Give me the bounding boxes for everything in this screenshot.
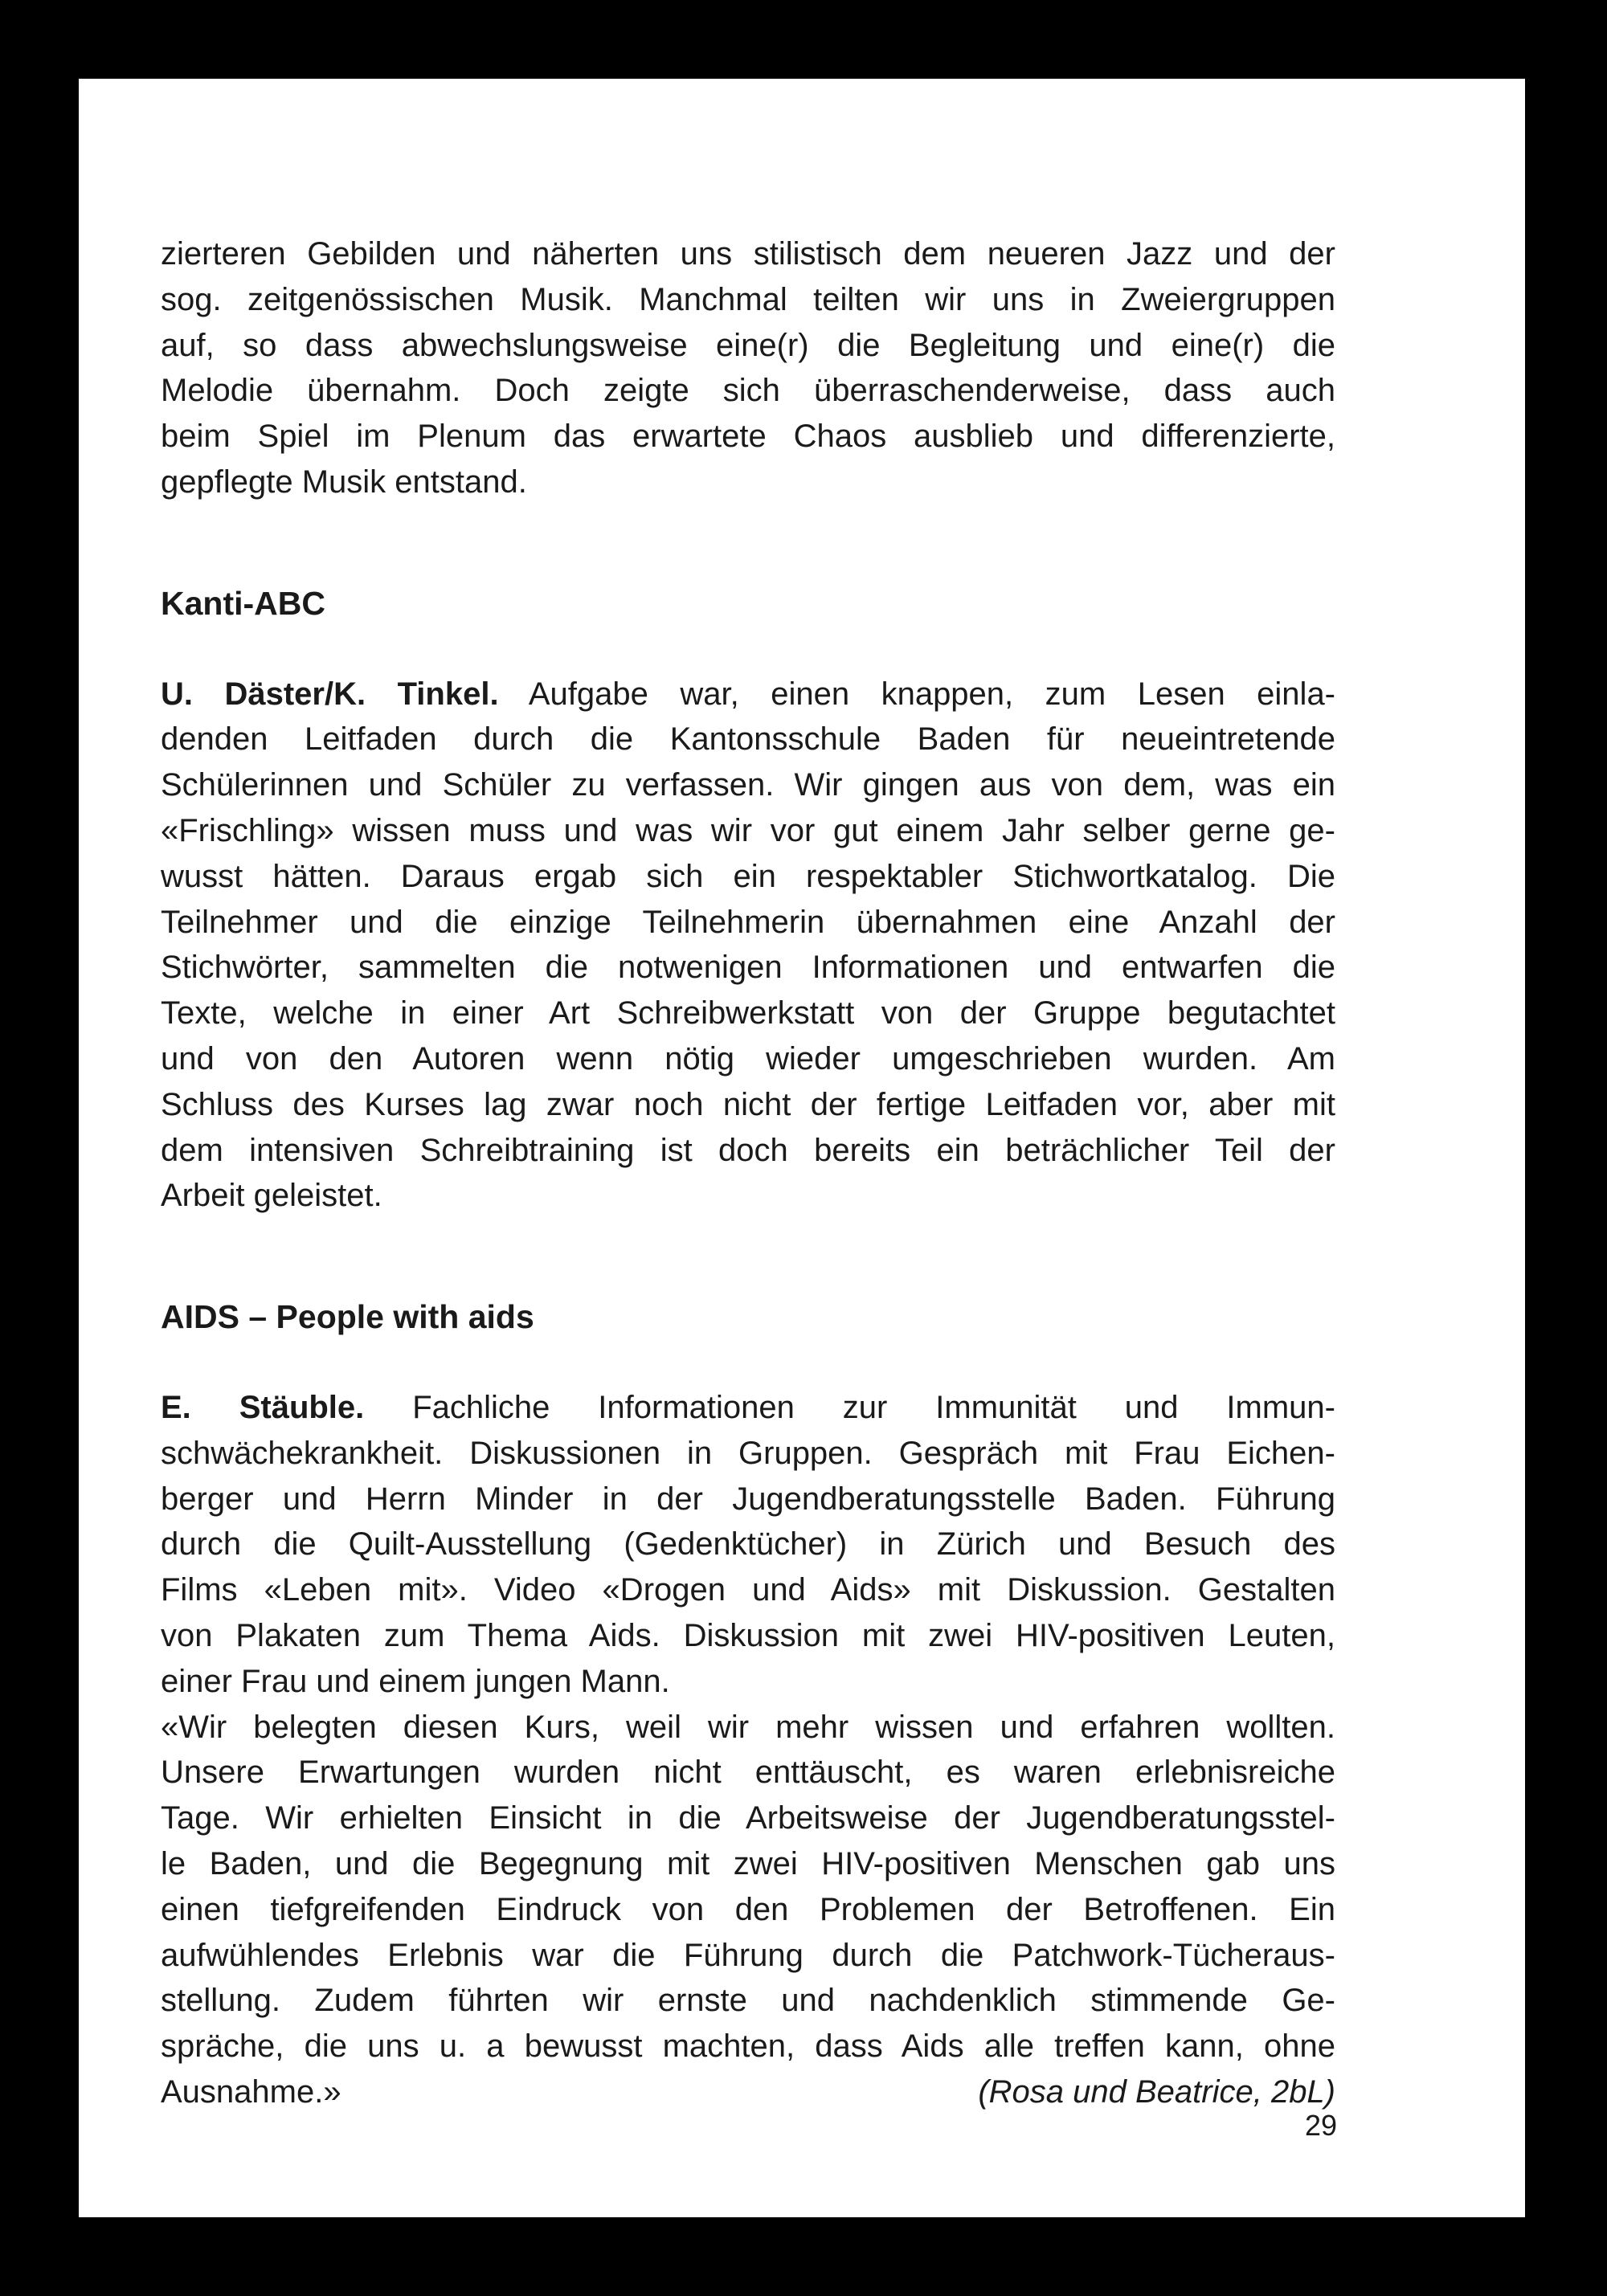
text-line: Melodie übernahm. Doch zeigte sich überraschenderweise, dass auch [161, 373, 1335, 409]
quote-line: Tage. Wir erhielten Einsicht in die Arbeitsweise der Jugendberatungsstel- [161, 1800, 1335, 1836]
quote-line: «Wir belegten diesen Kurs, weil wir mehr wissen und erfahren wollten. [161, 1709, 1335, 1745]
text-line: Stichwörter, sammelten die notwenigen Informationen und entwarfen die [161, 950, 1335, 986]
text-line: Schluss des Kurses lag zwar noch nicht der fertige Leitfaden vor, aber mit [161, 1086, 1335, 1122]
text-line: zierteren Gebilden und näherten uns stilistisch dem neueren Jazz und der [161, 236, 1335, 272]
document-page [79, 79, 1525, 2217]
text-line: einer Frau und einem jungen Mann. [161, 1663, 670, 1699]
section-heading-kanti-abc: Kanti-ABC [161, 584, 325, 622]
section-heading-aids: AIDS – People with aids [161, 1298, 534, 1336]
text-line: Teilnehmer und die einzige Teilnehmerin übernahmen eine Anzahl der [161, 904, 1335, 940]
text-line: denden Leitfaden durch die Kantonsschule Baden für neueintretende [161, 721, 1335, 758]
quote-line: stellung. Zudem führten wir ernste und nachdenklich stimmende Ge- [161, 1983, 1335, 2019]
text-line: dem intensiven Schreibtraining ist doch bereits ein beträchlicher Teil der [161, 1132, 1335, 1168]
text-line: «Frischling» wissen muss und was wir vor gut einem Jahr selber gerne ge- [161, 812, 1335, 848]
quote-signature: (Rosa und Beatrice, 2bL) [978, 2073, 1335, 2110]
text-line: auf, so dass abwechslungsweise eine(r) die Begleitung und eine(r) die [161, 327, 1335, 363]
quote-line: le Baden, und die Begegnung mit zwei HIV-positiven Menschen gab uns [161, 1845, 1335, 1881]
text-line: von Plakaten zum Thema Aids. Diskussion mit zwei HIV-positiven Leuten, [161, 1617, 1335, 1653]
text-line: sog. zeitgenössischen Musik. Manchmal teilten wir uns in Zweiergruppen [161, 281, 1335, 317]
text-line: wusst hätten. Daraus ergab sich ein respektabler Stichwortkatalog. Die [161, 858, 1335, 894]
text-line: Texte, welche in einer Art Schreibwerkstatt von der Gruppe begutachtet [161, 995, 1335, 1032]
text-line: gepflegte Musik entstand. [161, 464, 527, 500]
quote-end: Ausnahme.» [161, 2073, 341, 2110]
quote-line: einen tiefgreifenden Eindruck von den Problemen der Betroffenen. Ein [161, 1891, 1335, 1927]
text-line: beim Spiel im Plenum das erwartete Chaos ausblieb und differenzierte, [161, 419, 1335, 455]
text-line: schwächekrankheit. Diskussionen in Gruppen. Gespräch mit Frau Eichen- [161, 1435, 1335, 1471]
text-line: berger und Herrn Minder in der Jugendberatungsstelle Baden. Führung [161, 1481, 1335, 1517]
student-quote [161, 1705, 1335, 2115]
text-line: E. Stäuble. Fachliche Informationen zur Immunität und Immun- [161, 1389, 1335, 1425]
page-content [161, 231, 1335, 2115]
text-line: durch die Quilt-Ausstellung (Gedenktücher) in Zürich und Besuch des [161, 1526, 1335, 1563]
quote-line: spräche, die uns u. a bewusst machten, dass Aids alle treffen kann, ohne [161, 2028, 1335, 2065]
aids-paragraph [161, 1385, 1335, 1705]
text-line: Schülerinnen und Schüler zu verfassen. Wir gingen aus von dem, was ein [161, 767, 1335, 803]
text-line: U. Däster/K. Tinkel. Aufgabe war, einen knappen, zum Lesen einla- [161, 676, 1336, 712]
quote-line: aufwühlendes Erlebnis war die Führung durch die Patchwork-Tücheraus- [161, 1937, 1335, 1973]
intro-paragraph [161, 231, 1335, 505]
quote-line: Unsere Erwartungen wurden nicht enttäuscht, es waren erlebnisreiche [161, 1755, 1335, 1791]
author-name: U. Däster/K. Tinkel. [161, 676, 499, 712]
author-name: E. Stäuble. [161, 1389, 365, 1425]
text-line: Arbeit geleistet. [161, 1178, 382, 1214]
page-number: 29 [1304, 2109, 1337, 2142]
quote-closing-line [161, 2069, 1335, 2115]
text-line: Films «Leben mit». Video «Drogen und Aids» mit Diskussion. Gestalten [161, 1572, 1335, 1608]
text-line: und von den Autoren wenn nötig wieder umgeschrieben wurden. Am [161, 1040, 1335, 1077]
kanti-abc-paragraph [161, 672, 1335, 1219]
